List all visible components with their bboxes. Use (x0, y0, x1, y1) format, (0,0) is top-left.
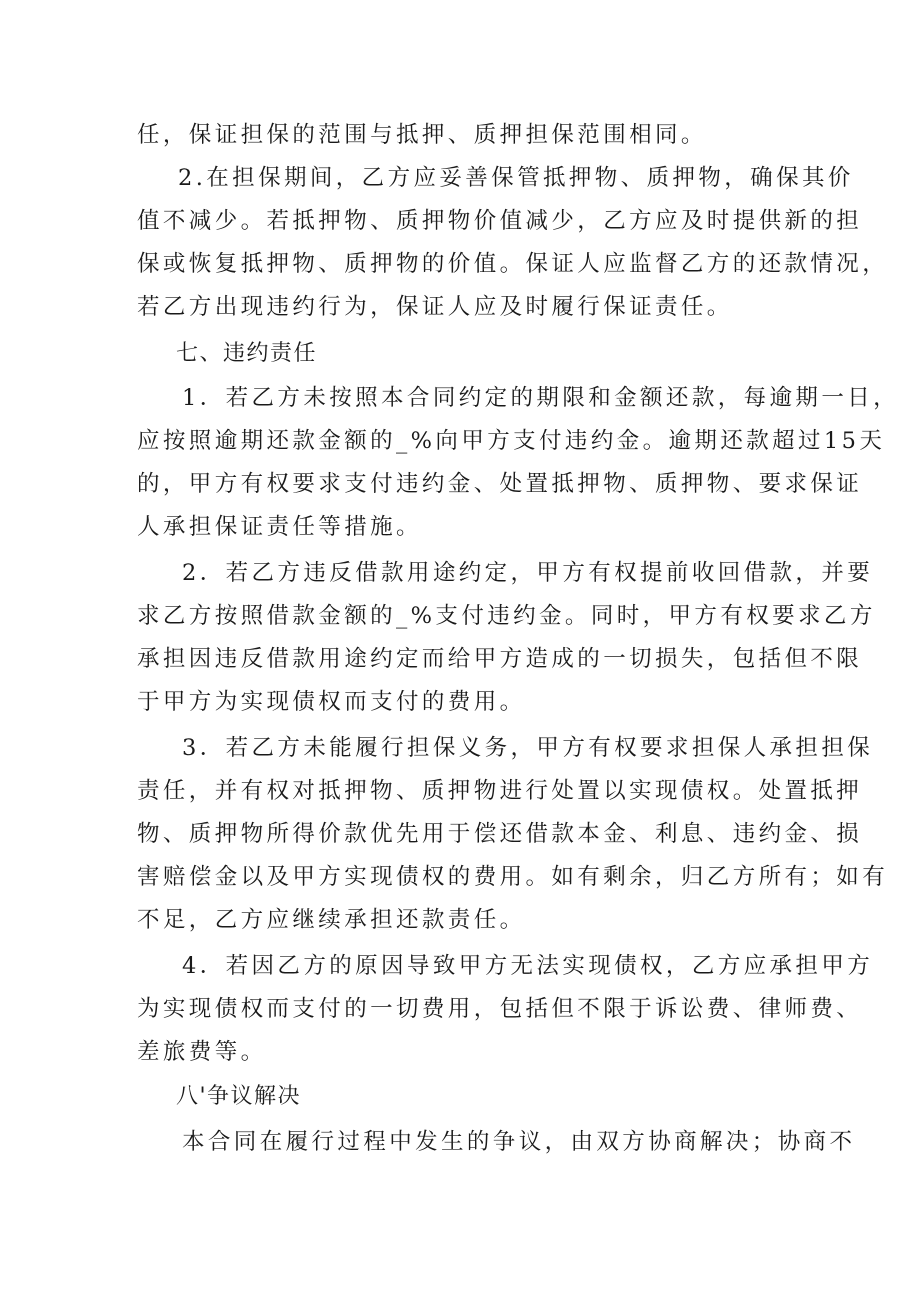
paragraph-line: 不足，乙方应继续承担还款责任。 (137, 907, 526, 933)
section-heading-dispute: 八'争议解决 (176, 1084, 302, 1109)
paragraph-line: 应按照逾期还款金额的_%向甲方支付违约金。逾期还款超过15天 (137, 428, 886, 454)
paragraph-line: 值不减少。若抵押物、质押物价值减少，乙方应及时提供新的担 (137, 208, 863, 234)
paragraph-line: 1．若乙方未按照本合同约定的期限和金额还款，每逾期一日， (182, 385, 900, 411)
paragraph-line: 责任，并有权对抵押物、质押物进行处置以实现债权。处置抵押 (137, 778, 863, 804)
paragraph-line: 本合同在履行过程中发生的争议，由双方协商解决；协商不 (182, 1129, 856, 1155)
paragraph-line: 3．若乙方未能履行担保义务，甲方有权要求担保人承担担保 (182, 735, 874, 761)
paragraph-line: 4．若因乙方的原因导致甲方无法实现债权，乙方应承担甲方 (182, 953, 874, 979)
paragraph-line: 任，保证担保的范围与抵押、质押担保范围相同。 (137, 122, 707, 148)
paragraph-line: 差旅费等。 (137, 1039, 267, 1065)
paragraph-line: 人承担保证责任等措施。 (137, 514, 422, 540)
section-heading-breach: 七、违约责任 (176, 341, 318, 366)
paragraph-line: 害赔偿金以及甲方实现债权的费用。如有剩余，归乙方所有；如有 (137, 864, 889, 890)
paragraph-line: 承担因违反借款用途约定而给甲方造成的一切损失，包括但不限 (137, 646, 863, 672)
paragraph-line: 2.在担保期间，乙方应妥善保管抵押物、质押物，确保其价 (178, 165, 854, 191)
paragraph-line: 求乙方按照借款金额的_%支付违约金。同时，甲方有权要求乙方 (137, 603, 876, 629)
paragraph-line: 的，甲方有权要求支付违约金、处置抵押物、质押物、要求保证 (137, 471, 863, 497)
paragraph-line: 物、质押物所得价款优先用于偿还借款本金、利息、违约金、损 (137, 821, 863, 847)
paragraph-line: 为实现债权而支付的一切费用，包括但不限于诉讼费、律师费、 (137, 996, 863, 1022)
paragraph-line: 2．若乙方违反借款用途约定，甲方有权提前收回借款，并要 (182, 560, 874, 586)
paragraph-line: 保或恢复抵押物、质押物的价值。保证人应监督乙方的还款情况， (137, 251, 889, 277)
paragraph-line: 于甲方为实现债权而支付的费用。 (137, 689, 526, 715)
paragraph-line: 若乙方出现违约行为，保证人应及时履行保证责任。 (137, 294, 733, 320)
